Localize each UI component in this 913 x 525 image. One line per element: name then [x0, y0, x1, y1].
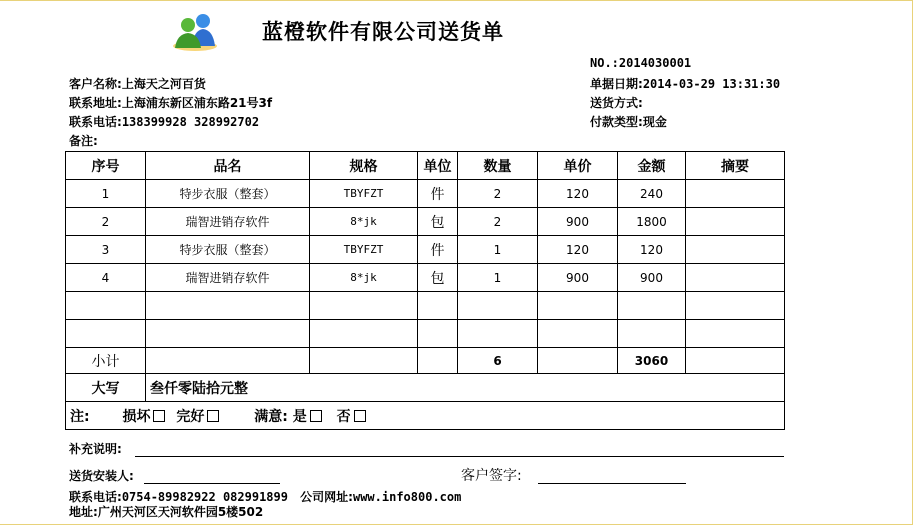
users-group-icon: [170, 12, 220, 52]
header-spec: 规格: [310, 152, 418, 180]
customer-signature-line[interactable]: [538, 483, 686, 484]
document-date: 单据日期:2014-03-29 13:31:30: [590, 77, 781, 91]
cell-spec: 8*jk: [310, 264, 418, 292]
cell-summary: [686, 236, 785, 264]
no-checkbox[interactable]: [354, 410, 366, 422]
cell-amount: 900: [618, 264, 686, 292]
cell-unit: 包: [418, 208, 458, 236]
subtotal-quantity: 6: [458, 348, 538, 374]
cell-price: 120: [538, 236, 618, 264]
note-label: 注:: [70, 408, 90, 425]
cell-index: 2: [66, 208, 146, 236]
cell-quantity: 1: [458, 236, 538, 264]
table-row-empty: [66, 292, 785, 320]
table-row: [66, 264, 785, 292]
document-title: 蓝橙软件有限公司送货单: [262, 19, 504, 44]
payment-type: 付款类型:现金: [590, 115, 667, 129]
customer-name: 客户名称:上海天之河百货: [69, 77, 206, 91]
yes-checkbox[interactable]: [310, 410, 322, 422]
yes-label: 是: [292, 408, 307, 425]
document-number: NO.:2014030001: [590, 56, 692, 70]
header-product: 品名: [146, 152, 310, 180]
company-phone: 联系电话:0754-89982922 082991899 公司网址:www.info800.com: [69, 490, 462, 504]
table-row: [66, 180, 785, 208]
cell-summary: [686, 208, 785, 236]
header-quantity: 数量: [458, 152, 538, 180]
amount-in-words-value: 叁仟零陆拾元整: [146, 374, 785, 402]
cell-spec: TBYFZT: [310, 236, 418, 264]
remark: 备注:: [69, 134, 98, 148]
cell-quantity: 2: [458, 208, 538, 236]
satisfied-label: 满意:: [254, 408, 288, 425]
table-row: [66, 236, 785, 264]
cell-unit: 件: [418, 236, 458, 264]
cell-unit: 包: [418, 264, 458, 292]
table-row-empty: [66, 320, 785, 348]
cell-unit: 件: [418, 180, 458, 208]
header-summary: 摘要: [686, 152, 785, 180]
cell-index: 1: [66, 180, 146, 208]
cell-index: 3: [66, 236, 146, 264]
cell-product: 瑞智进销存软件: [146, 264, 310, 292]
customer-phone: 联系电话:138399928 328992702: [69, 115, 260, 129]
cell-amount: 120: [618, 236, 686, 264]
cell-product: 特步衣服（整套）: [146, 180, 310, 208]
cell-spec: TBYFZT: [310, 180, 418, 208]
cell-product: 瑞智进销存软件: [146, 208, 310, 236]
table-row: [66, 208, 785, 236]
cell-product: 特步衣服（整套）: [146, 236, 310, 264]
supplement-line[interactable]: [135, 456, 784, 457]
cell-price: 900: [538, 208, 618, 236]
cell-spec: 8*jk: [310, 208, 418, 236]
cell-amount: 1800: [618, 208, 686, 236]
damaged-checkbox[interactable]: [153, 410, 165, 422]
table-header-row: [66, 152, 785, 180]
amount-in-words-row: [66, 374, 785, 402]
header-price: 单价: [538, 152, 618, 180]
cell-summary: [686, 180, 785, 208]
subtotal-label: 小计: [66, 348, 146, 374]
shipping-method: 送货方式:: [590, 96, 643, 110]
customer-address: 联系地址:上海浦东新区浦东路21号3f: [69, 96, 273, 110]
cell-quantity: 1: [458, 264, 538, 292]
cell-index: 4: [66, 264, 146, 292]
condition-cell: [66, 402, 785, 430]
header-amount: 金额: [618, 152, 686, 180]
header-index: 序号: [66, 152, 146, 180]
cell-quantity: 2: [458, 180, 538, 208]
company-address: 地址:广州天河区天河软件园5楼502: [69, 505, 264, 519]
cell-price: 120: [538, 180, 618, 208]
damaged-label: 损坏: [122, 408, 151, 425]
intact-label: 完好: [176, 408, 205, 425]
customer-signature-label: 客户签字:: [461, 468, 522, 484]
delivery-table: [65, 151, 785, 430]
intact-checkbox[interactable]: [207, 410, 219, 422]
cell-amount: 240: [618, 180, 686, 208]
subtotal-row: [66, 348, 785, 374]
installer-signature-line[interactable]: [144, 483, 280, 484]
cell-price: 900: [538, 264, 618, 292]
no-label: 否: [336, 408, 351, 425]
installer-label: 送货安装人:: [69, 469, 134, 483]
amount-in-words-label: 大写: [66, 374, 146, 402]
cell-summary: [686, 264, 785, 292]
supplement-label: 补充说明:: [69, 442, 122, 456]
subtotal-amount: 3060: [618, 348, 686, 374]
condition-row: [66, 402, 785, 430]
header-unit: 单位: [418, 152, 458, 180]
